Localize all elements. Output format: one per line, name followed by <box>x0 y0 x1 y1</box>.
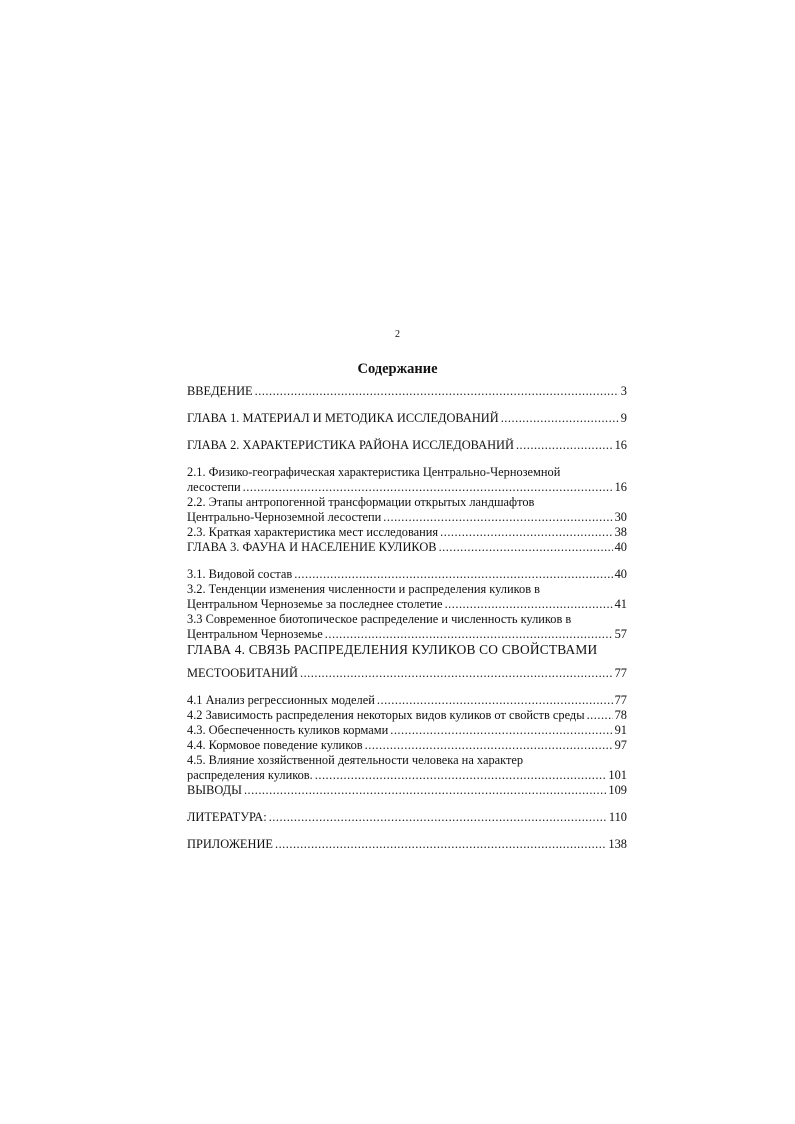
toc-entry-text: Центрально-Черноземной лесостепи <box>187 510 382 524</box>
toc-entry-text: лесостепи <box>187 480 241 494</box>
toc-entry-0 <box>187 384 627 399</box>
toc-entry-text: Центральном Черноземье <box>187 627 323 641</box>
toc-entry-row <box>187 411 627 426</box>
toc-entry-first-line: 2.1. Физико-географическая характеристика Центрально-Черноземной <box>187 465 561 479</box>
toc-entry-4 <box>187 495 627 525</box>
toc-entry-page: 40 <box>614 540 627 554</box>
leader-dots <box>244 783 606 798</box>
toc-entry-page: 77 <box>614 666 627 680</box>
toc-entry-page: 41 <box>614 597 627 611</box>
toc-entry-page: 77 <box>614 693 627 707</box>
toc-entry-16 <box>187 783 627 798</box>
leader-dots <box>439 540 613 555</box>
toc-entry-text: ВЫВОДЫ <box>187 783 242 797</box>
toc-entry-10 <box>187 642 627 681</box>
toc-entry-7 <box>187 567 627 582</box>
toc-entry-first-line: ГЛАВА 4. СВЯЗЬ РАСПРЕДЕЛЕНИЯ КУЛИКОВ СО СВОЙСТВАМИ <box>187 642 598 657</box>
toc-entry-text: 4.3. Обеспеченность куликов кормами <box>187 723 389 737</box>
toc-entry-14 <box>187 738 627 753</box>
toc-entry-6 <box>187 540 627 555</box>
toc-entry-row <box>187 738 627 753</box>
leader-dots <box>315 768 607 783</box>
toc-entry-page: 109 <box>608 783 627 797</box>
toc-entry-text: ГЛАВА 1. МАТЕРИАЛ И МЕТОДИКА ИССЛЕДОВАНИЙ <box>187 411 499 425</box>
leader-dots <box>300 666 613 681</box>
toc-entry-page: 16 <box>614 480 627 494</box>
toc-entry-5 <box>187 525 627 540</box>
leader-dots <box>365 738 613 753</box>
leader-dots <box>377 693 613 708</box>
toc-entry-row <box>187 666 627 681</box>
toc-entry-row <box>187 567 627 582</box>
toc-entry-text: Центральном Черноземье за последнее столетие <box>187 597 443 611</box>
toc-entry-row <box>187 768 627 783</box>
toc-entry-text: ГЛАВА 2. ХАРАКТЕРИСТИКА РАЙОНА ИССЛЕДОВАНИЙ <box>187 438 514 452</box>
toc-entry-first-line: 4.5. Влияние хозяйственной деятельности человека на характер <box>187 753 524 767</box>
toc-entry-row <box>187 693 627 708</box>
toc-entry-text: 4.4. Кормовое поведение куликов <box>187 738 363 752</box>
toc-entry-page: 97 <box>614 738 627 752</box>
toc-entry-first-line: 3.2. Тенденции изменения численности и распределения куликов в <box>187 582 540 596</box>
toc-entry-3 <box>187 465 627 495</box>
toc-entry-row <box>187 723 627 738</box>
toc-entry-page: 38 <box>614 525 627 539</box>
toc-entry-1 <box>187 411 627 426</box>
toc-entry-row <box>187 708 627 723</box>
toc-entry-row <box>187 810 627 825</box>
leader-dots <box>390 723 612 738</box>
toc-entry-text: 4.2 Зависимость распределения некоторых видов куликов от свойств среды <box>187 708 585 722</box>
toc-entry-row <box>187 783 627 798</box>
leader-dots <box>440 525 612 540</box>
toc-entry-page: 138 <box>608 837 627 851</box>
toc-entry-page: 91 <box>614 723 627 737</box>
toc-entry-text: 3.1. Видовой состав <box>187 567 293 581</box>
toc-entry-text: 2.3. Краткая характеристика мест исследования <box>187 525 439 539</box>
leader-dots <box>243 480 613 495</box>
leader-dots <box>383 510 612 525</box>
toc-entry-page: 40 <box>614 567 627 581</box>
toc-entry-text: ПРИЛОЖЕНИЕ <box>187 837 273 851</box>
toc-title: Содержание <box>357 361 438 377</box>
leader-dots <box>275 837 606 852</box>
toc-entry-text: ГЛАВА 3. ФАУНА И НАСЕЛЕНИЕ КУЛИКОВ <box>187 540 437 554</box>
toc-entry-row <box>187 480 627 495</box>
toc-entry-row <box>187 438 627 453</box>
leader-dots <box>501 411 619 426</box>
toc-entry-17 <box>187 810 627 825</box>
toc-entry-page: 9 <box>620 411 627 425</box>
toc-entry-2 <box>187 438 627 453</box>
toc-entry-12 <box>187 708 627 723</box>
toc-entry-page: 30 <box>614 510 627 524</box>
toc-entry-row <box>187 525 627 540</box>
toc-entry-page: 110 <box>608 810 627 824</box>
toc-entry-row <box>187 837 627 852</box>
table-of-contents <box>187 384 627 852</box>
toc-entry-18 <box>187 837 627 852</box>
toc-entry-text: ЛИТЕРАТУРА: <box>187 810 267 824</box>
toc-entry-row <box>187 510 627 525</box>
leader-dots <box>587 708 613 723</box>
toc-entry-first-line: 2.2. Этапы антропогенной трансформации открытых ландшафтов <box>187 495 535 509</box>
toc-entry-8 <box>187 582 627 612</box>
leader-dots <box>325 627 613 642</box>
leader-dots <box>255 384 619 399</box>
toc-entry-page: 16 <box>614 438 627 452</box>
toc-entry-row <box>187 540 627 555</box>
toc-entry-15 <box>187 753 627 783</box>
page-number: 2 <box>395 329 400 340</box>
toc-entry-page: 101 <box>608 768 627 782</box>
toc-entry-row <box>187 597 627 612</box>
toc-entry-11 <box>187 693 627 708</box>
toc-entry-row <box>187 627 627 642</box>
toc-entry-text: МЕСТООБИТАНИЙ <box>187 666 298 680</box>
leader-dots <box>516 438 613 453</box>
toc-entry-13 <box>187 723 627 738</box>
toc-entry-first-line: 3.3 Современное биотопическое распределение и численность куликов в <box>187 612 572 626</box>
toc-entry-page: 57 <box>614 627 627 641</box>
leader-dots <box>269 810 607 825</box>
toc-entry-text: 4.1 Анализ регрессионных моделей <box>187 693 375 707</box>
leader-dots <box>445 597 613 612</box>
toc-entry-page: 78 <box>614 708 627 722</box>
toc-entry-text: ВВЕДЕНИЕ <box>187 384 253 398</box>
toc-entry-text: распределения куликов. <box>187 768 313 782</box>
toc-entry-row <box>187 384 627 399</box>
toc-entry-page: 3 <box>620 384 627 398</box>
leader-dots <box>294 567 612 582</box>
toc-entry-9 <box>187 612 627 642</box>
